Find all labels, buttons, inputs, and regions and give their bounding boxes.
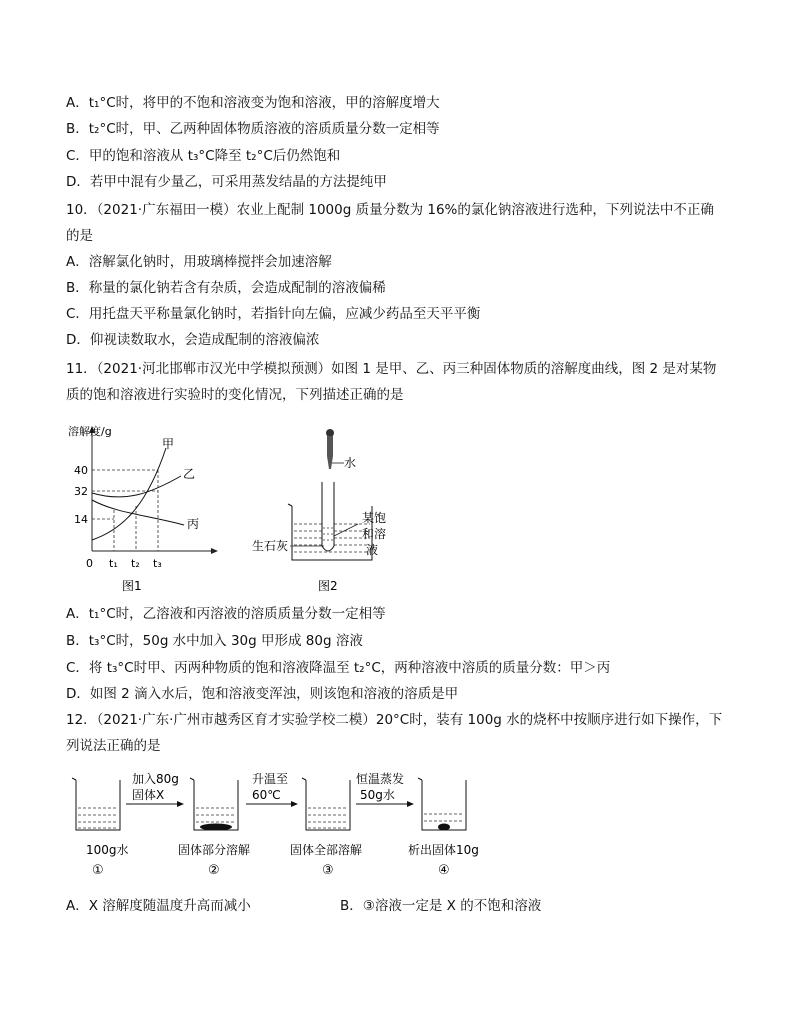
step-2-line1: 升温至	[252, 772, 289, 786]
fig1-xtick-t2: t₂	[131, 557, 140, 570]
beaker-4-label: 析出固体10g	[408, 843, 479, 857]
curve-yi	[92, 476, 181, 497]
step-1-line2: 固体X	[132, 788, 165, 802]
fig1-ytick-14: 14	[74, 513, 88, 526]
q9-option-c: C．甲的饱和溶液从 t₃°C降至 t₂°C后仍然饱和	[66, 148, 341, 164]
q9-option-b: B．t₂°C时，甲、乙两种固体物质溶液的溶质质量分数一定相等	[66, 121, 440, 137]
beaker-2-label: 固体部分溶解	[178, 843, 251, 857]
step-2-line2: 60℃	[252, 788, 281, 802]
q10-option-a: A．溶解氯化钠时，用玻璃棒搅拌会加速溶解	[66, 254, 332, 270]
beaker-4-num: ④	[438, 863, 450, 878]
q12-process-diagram	[66, 766, 506, 878]
fig1-label-yi: 乙	[183, 467, 196, 481]
step-3-line1: 恒温蒸发	[356, 772, 405, 786]
beaker-4	[418, 778, 466, 831]
fig2-water-label: 水	[344, 456, 357, 470]
q12-option-b: B．③溶液一定是 X 的不饱和溶液	[340, 898, 542, 914]
fig2-caption: 图2	[318, 579, 338, 593]
q11-stem-line2: 质的饱和溶液进行实验时的变化情况，下列描述正确的是	[66, 387, 404, 403]
q10-stem-line1: 10．（2021·广东福田一模）农业上配制 1000g 质量分数为 16%的氯化钠溶液进行选种，下列说法中不正确	[66, 202, 714, 218]
q11-option-b: B．t₃°C时，50g 水中加入 30g 甲形成 80g 溶液	[66, 633, 363, 649]
fig1-ylabel: 溶解度/g	[68, 425, 112, 438]
fig1-xtick-t3: t₃	[153, 557, 162, 570]
beaker-3	[302, 778, 350, 830]
q12-option-a: A．X 溶解度随温度升高而减小	[66, 898, 251, 914]
figure-2-beaker-setup	[252, 424, 422, 596]
q12-stem-line2: 列说法正确的是	[66, 738, 161, 754]
fig2-solution-label-2: 和溶	[362, 527, 387, 541]
q10-option-b: B．称量的氯化钠若含有杂质，会造成配制的溶液偏稀	[66, 280, 386, 296]
beaker-2	[190, 778, 238, 831]
step-3-line2: 50g水	[360, 788, 395, 802]
beaker-2-num: ②	[208, 863, 220, 878]
curve-jia	[92, 448, 166, 540]
fig1-ytick-32: 32	[74, 485, 88, 498]
q12-stem-line1: 12．（2021·广东·广州市越秀区育才实验学校二模）20°C时，装有 100g 水的烧杯中按顺序进行如下操作，下	[66, 712, 723, 728]
fig1-xtick-t1: t₁	[109, 557, 118, 570]
curve-bing	[92, 500, 184, 525]
q10-stem-line2: 的是	[66, 228, 93, 244]
q11-option-d: D．如图 2 滴入水后，饱和溶液变浑浊，则该饱和溶液的溶质是甲	[66, 686, 459, 702]
q11-stem-line1: 11．（2021·河北邯郸市汉光中学模拟预测）如图 1 是甲、乙、丙三种固体物质的溶解度曲线，图 2 是对某物	[66, 361, 717, 377]
beaker-1	[72, 778, 120, 830]
fig2-solution-label-1: 某饱	[362, 511, 387, 525]
beaker-1-num: ①	[92, 863, 104, 878]
fig1-caption: 图1	[122, 579, 142, 593]
q9-option-d: D．若甲中混有少量乙，可采用蒸发结晶的方法提纯甲	[66, 174, 387, 190]
figure-1-solubility-chart	[66, 418, 226, 596]
fig1-label-bing: 丙	[187, 517, 200, 531]
q9-option-a: A．t₁°C时，将甲的不饱和溶液变为饱和溶液，甲的溶解度增大	[66, 95, 440, 111]
q11-option-a: A．t₁°C时，乙溶液和丙溶液的溶质质量分数一定相等	[66, 606, 386, 622]
fig2-quicklime-label: 生石灰	[252, 539, 289, 553]
beaker-1-label: 100g水	[86, 843, 129, 857]
fig1-ytick-40: 40	[74, 464, 88, 477]
beaker-3-label: 固体全部溶解	[290, 843, 363, 857]
beaker-3-num: ③	[322, 863, 334, 878]
step-1-line1: 加入80g	[132, 772, 179, 786]
q11-option-c: C．将 t₃°C时甲、丙两种物质的饱和溶液降温至 t₂°C，两种溶液中溶质的质量分数：甲＞丙	[66, 660, 611, 676]
fig1-label-jia: 甲	[162, 437, 175, 451]
q10-option-d: D．仰视读数取水，会造成配制的溶液偏浓	[66, 332, 320, 348]
q10-option-c: C．用托盘天平称量氯化钠时，若指针向左偏，应减少药品至天平平衡	[66, 306, 481, 322]
fig2-solution-label-3: 液	[366, 543, 379, 557]
fig1-xtick-0: 0	[86, 557, 93, 570]
